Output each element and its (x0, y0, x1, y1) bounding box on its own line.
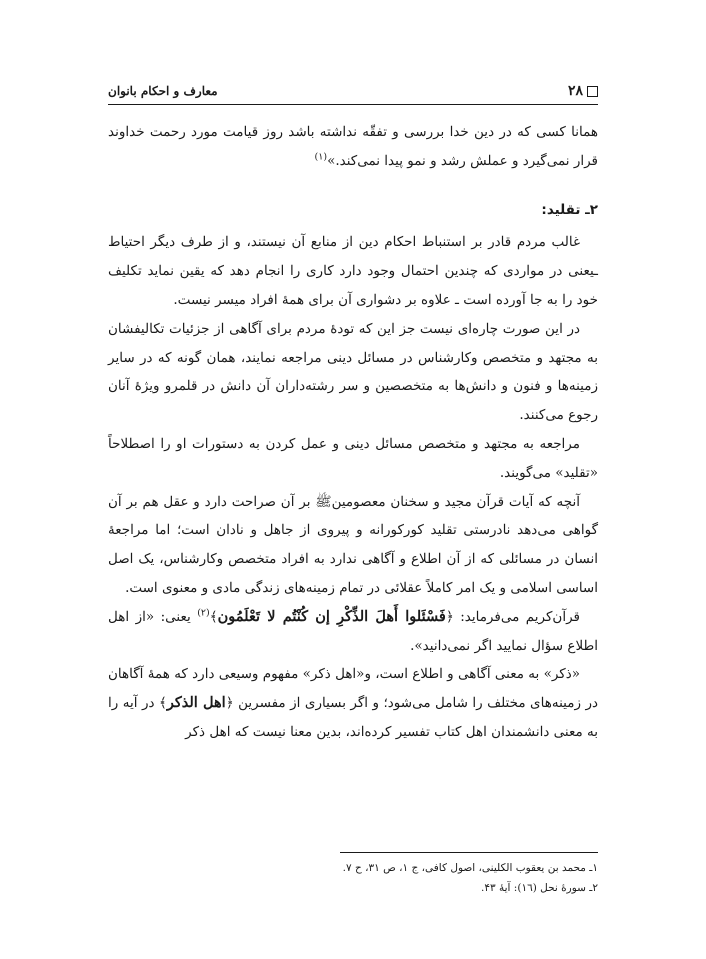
section-heading: ۲ـ تقلید: (541, 201, 598, 218)
page-header (108, 80, 598, 102)
running-title: معارف و احکام بانوان (108, 84, 218, 98)
paragraph-6: قرآن‌کریم می‌فرماید: ﴿فَسْئَلوا أَهلَ الذِّكْرِ إن كُنْتُم لا تَعْلَمُون﴾$^{(۲)}$ یعنی: «از اهل اطلاع سؤال نمایید اگر نمی‌دانید». (108, 607, 598, 654)
footnote-ref-2: (۲) (197, 607, 210, 619)
page-number (568, 83, 598, 99)
footnote-2: ۲ـ سورهٔ نحل (۱٦): آیهٔ ۴۳. (481, 882, 598, 894)
quran-term: اهل الذكر (166, 694, 226, 712)
footnote-divider (340, 852, 598, 853)
footnotes (108, 858, 598, 898)
main-text (108, 118, 598, 747)
paragraph-1: همانا کسی که در دین خدا بررسی و تفقّه نداشته باشد روز قیامت مورد رحمت خداوند قرار نمی‌گیرد و عملش رشد و نمو پیدا نمی‌کند.»$^{(۱)}$ (108, 124, 598, 169)
square-bullet-icon (587, 86, 598, 97)
footnote-ref-1: (۱) (314, 151, 328, 163)
paragraph-7: «ذکر» به معنی آگاهی و اطلاع است، و«اهل ذکر» مفهوم وسیعی دارد که همهٔ آگاهان در زمینه‌های مختلف را شامل می‌شود؛ و اگر بسیاری از مفسرین ﴿اهل الذكر﴾ در آیه را به معنی دانشمندان اهل کتاب تفسیر کرده‌اند، بدین معنا نیست که اهل ذکر (108, 666, 598, 740)
paragraph-3: در این صورت چاره‌ای نیست جز این که تودهٔ مردم برای آگاهی از جزئیات تکالیفشان به مجتهد و متخصص وکارشناس در مسائل دینی مراجعه نمایند، همان گونه که در سایر زمینه‌ها و فنون و دانش‌ها به متخصصین و سر رشته‌داران آن دانش در قلمرو ویژهٔ آنان رجوع می‌کنند. (108, 320, 598, 424)
paragraph-2: غالب مردم قادر بر استنباط احکام دین از منابع آن نیستند، و از طرف دیگر احتیاط ـیعنی در مواردی که چندین احتمال وجود دارد کاری را انجام دهد که یقین نماید تکلیف خود را به جا آورده است ـ علاوه بر دشواری آن برای همهٔ افراد میسر نیست. (108, 234, 598, 308)
header-divider (108, 104, 598, 105)
paragraph-5: آنچه که آیات قرآن مجید و سخنان معصومین‌ﷺ بر آن صراحت دارد و عقل هم بر آن گواهی می‌دهد نادرستی تقلید کورکورانه و پیروی از جاهل و نادان است؛ اما مراجعهٔ انسان در مسائلی که از آن اطلاع و آگاهی ندارد به افراد متخصص وکارشناس، یک اصل اساسی اسلامی و یک امر کاملاً عقلائی در تمام زمینه‌های زندگی مادی و معنوی است. (108, 493, 598, 596)
footnote-1: ۱ـ محمد بن یعقوب الکلینی، اصول کافی، ج ۱، ص ۳۱، ح ۷. (342, 862, 598, 874)
quran-verse: فَسْئَلوا أَهلَ الذِّكْرِ إن كُنْتُم لا تَعْلَمُون (217, 607, 446, 625)
page-number-text: ۲۸ (567, 83, 583, 99)
paragraph-4: مراجعه به مجتهد و متخصص مسائل دینی و عمل کردن به دستورات او را اصطلاحاً «تقلید» می‌گویند. (108, 435, 598, 481)
